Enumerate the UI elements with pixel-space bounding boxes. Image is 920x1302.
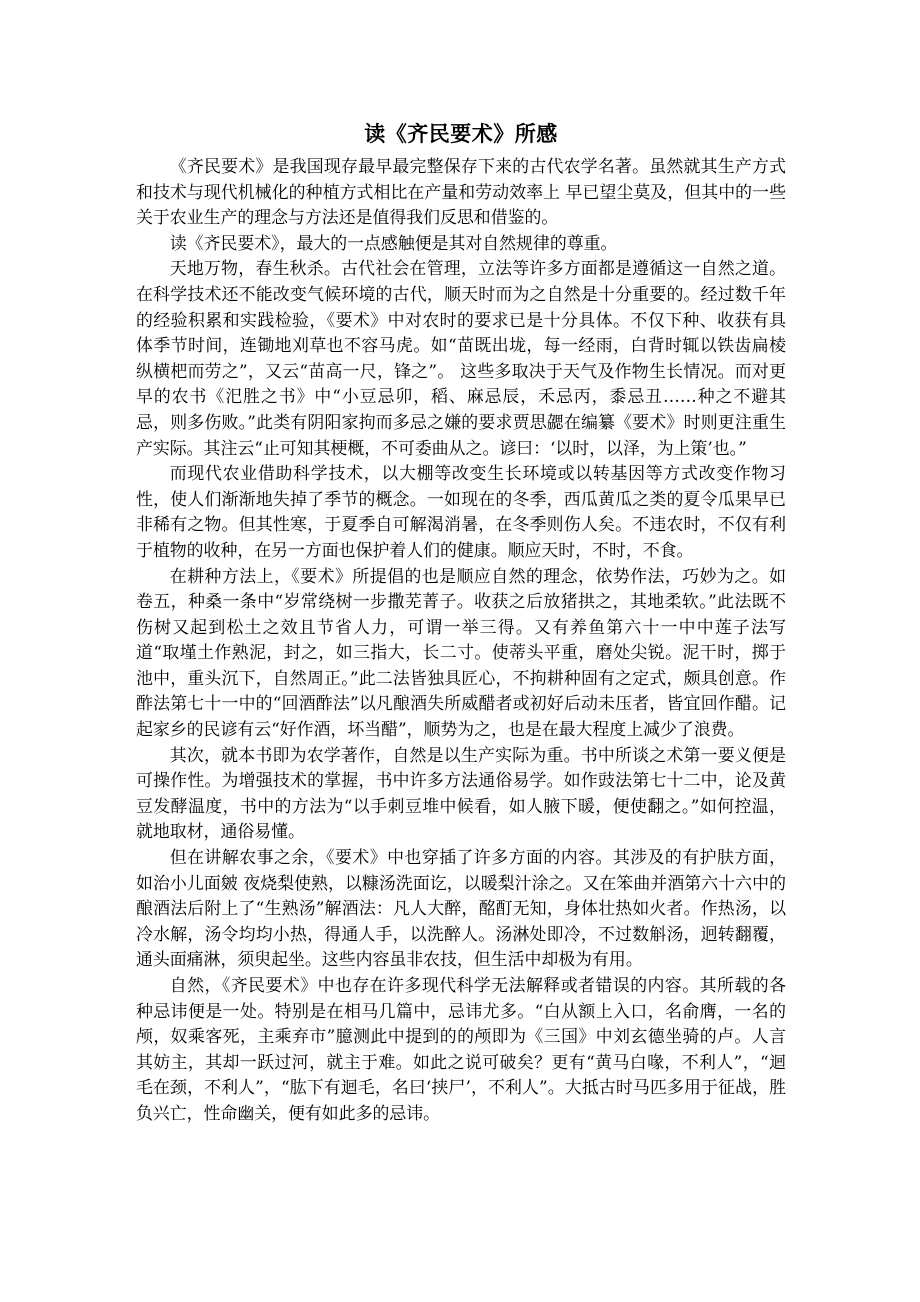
document-body bbox=[136, 154, 786, 1127]
document-title: 读《齐民要术》所感 bbox=[364, 122, 558, 146]
document-page bbox=[136, 118, 786, 1127]
paragraph-natural-law: 天地万物，春生秋杀。古代社会在管理，立法等许多方面都是遵循这一自然之道。在科学技术还不能改变气候环境的古代，顺天时而为之自然是十分重要的。经过数千年的经验积累和实践检验，《要术》中对农时的要求已是十分具体。不仅下种、收获有具体季节时间，连锄地刈草也不容马虎。如“苗既出垅，每一经雨，白背时辄以铁齿扁棱纵横杷而劳之”，又云“苗高一尺，锋之”。 这些多取决于天气及作物生长情况。而对更早的农书《汜胜之书》中“小豆忌卯，稻、麻忌辰，禾忌丙，黍忌丑……种之不避其忌，则多伤败。”此类有阴阳家拘而多忌之嫌的要求贾思勰在编纂《要术》时则更注重生产实际。其注云“止可知其梗概，不可委曲从之。谚曰：‘以时，以泽，为上策’也。” bbox=[136, 258, 786, 458]
paragraph-farming-methods: 在耕种方法上，《要术》所提倡的也是顺应自然的理念，依势作法，巧妙为之。如卷五，种桑一条中“岁常绕树一步撒芜菁子。收获之后放猪拱之，其地柔软。”此法既不伤树又起到松土之效且节省人力，可谓一举三得。又有养鱼第六十一中中莲子法写道“取墐土作熟泥，封之，如三指大，长二寸。使蒂头平重，磨处尖锐。泥干时，掷于池中，重头沉下，自然周正。”此二法皆独具匠心，不拘耕种固有之定式，颇具创意。作酢法第七十一中的“回酒酢法”以凡酿酒失所威醋者或初好后动未压者，皆宜回作醋。记起家乡的民谚有云“好作酒，坏当醋”，顺势为之，也是在最大程度上减少了浪费。 bbox=[136, 565, 786, 740]
paragraph-practicality: 其次，就本书即为农学著作，自然是以生产实际为重。书中所谈之术第一要义便是可操作性。为增强技术的掌握，书中许多方法通俗易学。如作豉法第七十二中，论及黄豆发酵温度，书中的方法为“以手刺豆堆中候看，如人腋下暖，便使翻之。”如何控温，就地取材，通俗易懂。 bbox=[136, 744, 786, 842]
paragraph-intro: 《齐民要术》是我国现存最早最完整保存下来的古代农学名著。虽然就其生产方式和技术与现代机械化的种植方式相比在产量和劳动效率上 早已望尘莫及，但其中的一些关于农业生产的理念与方法还是值得我们反思和借鉴的。 bbox=[136, 156, 786, 228]
paragraph-thesis: 读《齐民要术》，最大的一点感触便是其对自然规律的尊重。 bbox=[169, 232, 618, 253]
paragraph-other-contents: 但在讲解农事之余，《要术》中也穿插了许多方面的内容。其涉及的有护肤方面，如治小儿面皴 夜烧梨使熟，以糠汤洗面讫，以暖梨汁涂之。又在笨曲并酒第六十六中的酿酒法后附上了“生熟汤”解酒法：凡人大醉，酩酊无知，身体壮热如火者。作热汤，以冷水解，汤令均均小热，得通人手，以洗醉人。汤淋处即冷，不过数斛汤，迥转翻覆，通头面痛淋，须臾起坐。这些内容虽非农技，但生活中却极为有用。 bbox=[136, 847, 786, 970]
paragraph-taboos: 自然，《齐民要术》中也存在许多现代科学无法解释或者错误的内容。其所载的各种忌讳便是一处。特别是在相马几篇中，忌讳尤多。“白从额上入口，名俞膺，一名的颅，奴乘客死，主乘弃市”臆测此中提到的的颅即为《三国》中刘玄德坐骑的卢。人言其妨主，其却一跃过河，就主于难。如此之说可破矣？更有“黄马白喙，不利人”，“迴毛在颈，不利人”，“肱下有迴毛，名曰‘挟尸’，不利人”。大抵古时马匹多用于征战，胜负兴亡，性命幽关，便有如此多的忌讳。 bbox=[136, 975, 786, 1123]
paragraph-modern-agriculture: 而现代农业借助科学技术，以大棚等改变生长环境或以转基因等方式改变作物习性，使人们渐渐地失掉了季节的概念。一如现在的冬季，西瓜黄瓜之类的夏令瓜果早已非稀有之物。但其性寒，于夏季自可解渴消暑，在冬季则伤人矣。不违农时，不仅有利于植物的收种，在另一方面也保护着人们的健康。顺应天时，不时，不食。 bbox=[136, 463, 786, 560]
